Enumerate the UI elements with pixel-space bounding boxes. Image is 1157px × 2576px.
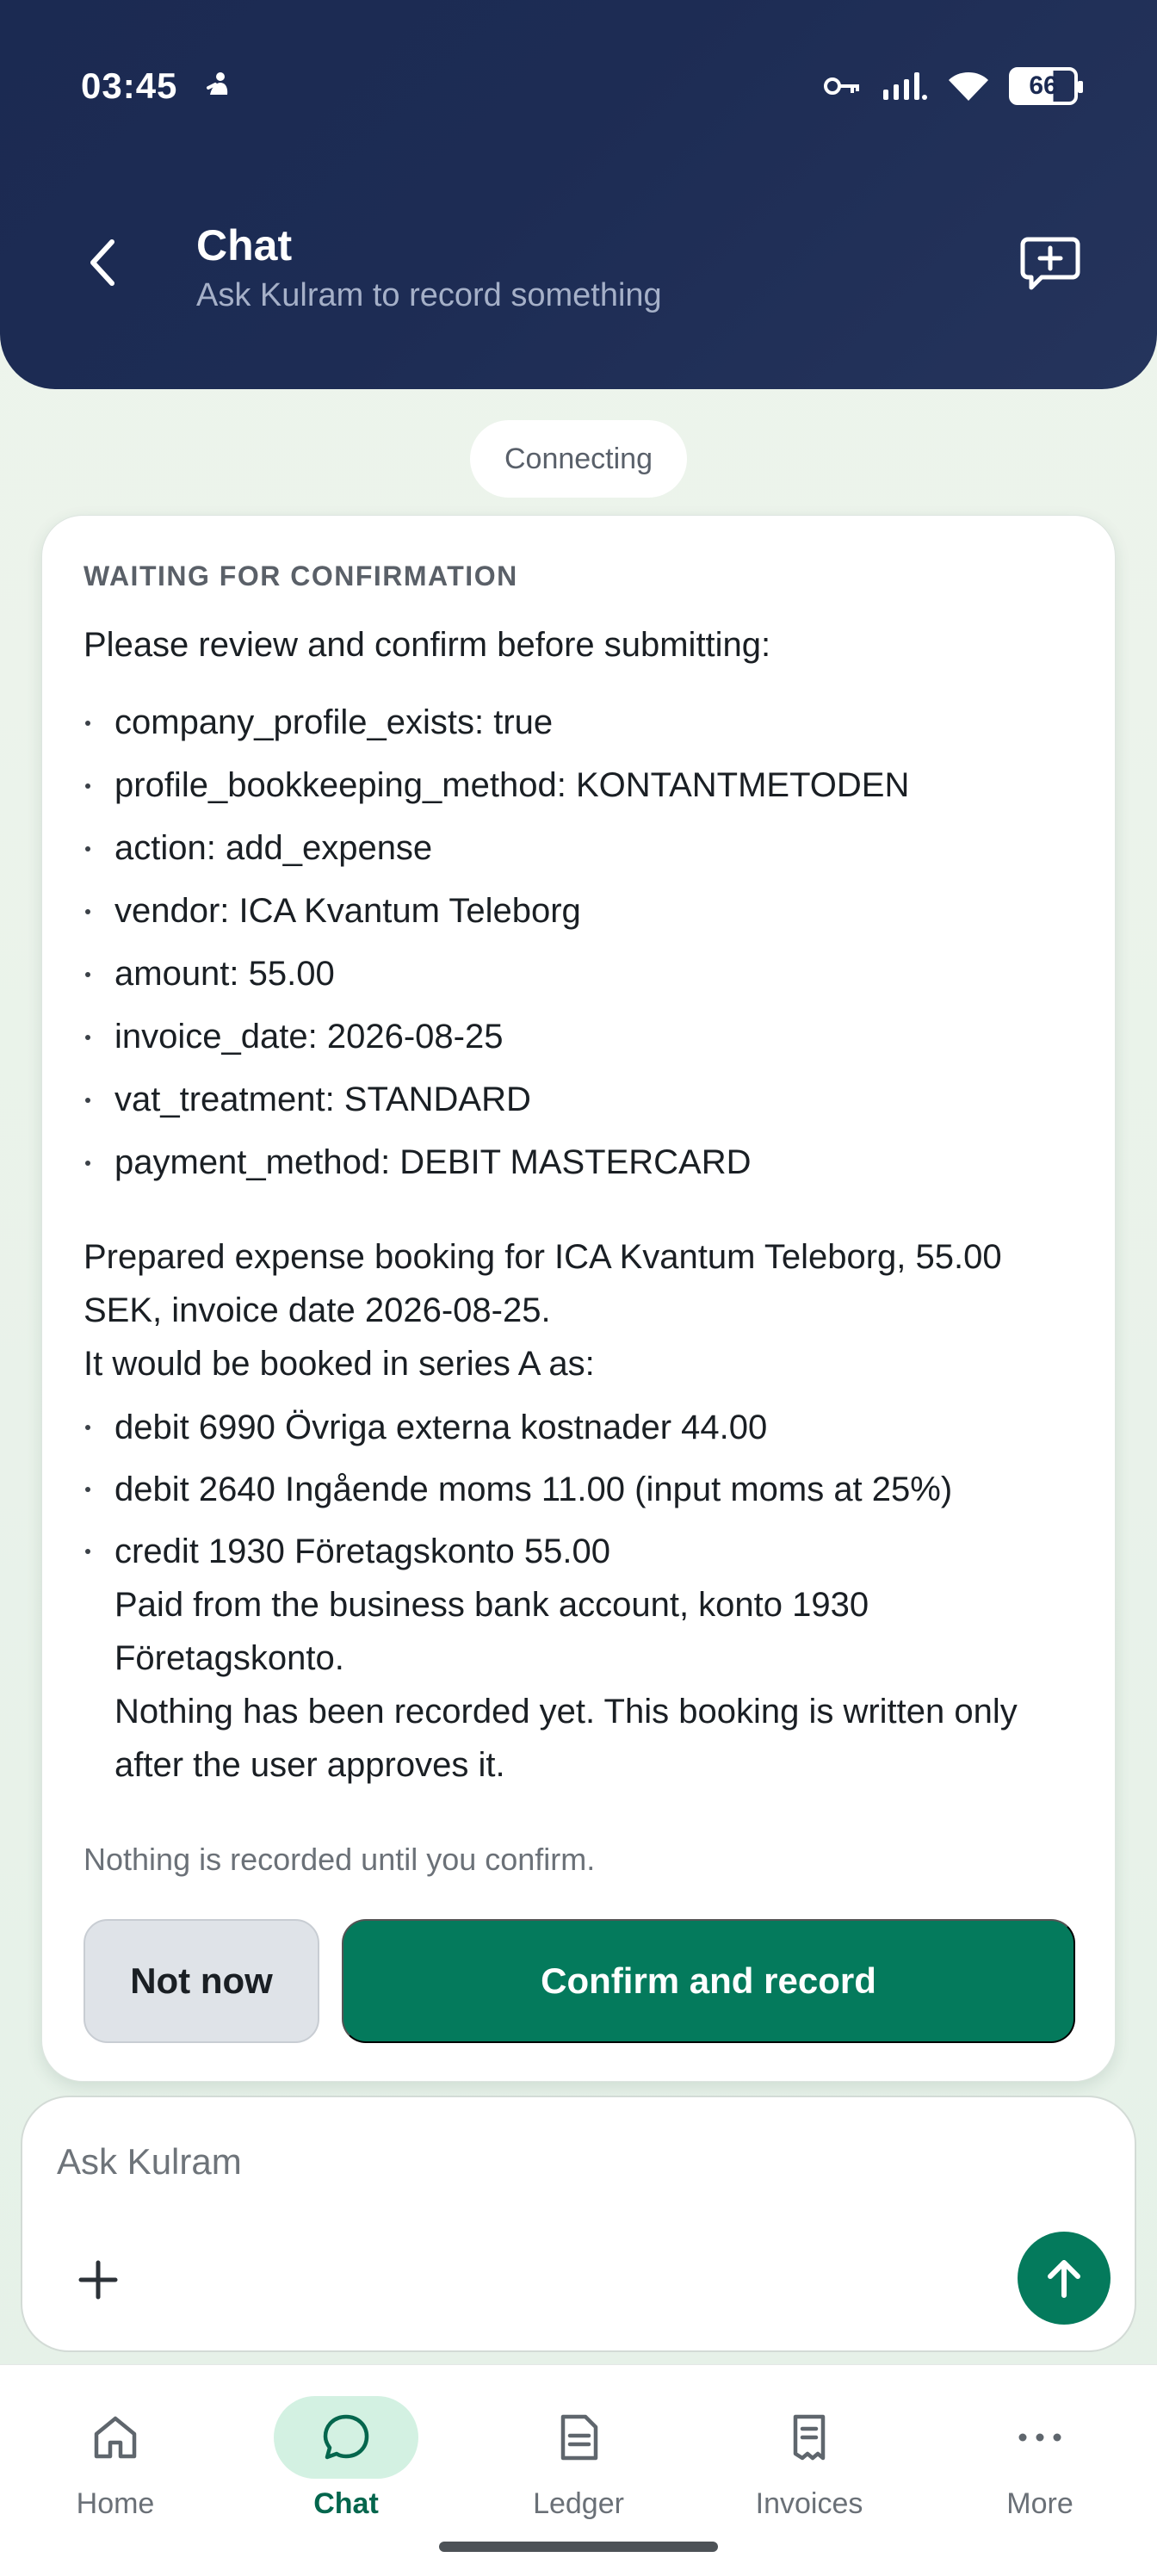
confirm-and-record-button[interactable]: Confirm and record: [342, 1919, 1075, 2043]
nav-label: Chat: [313, 2487, 379, 2520]
list-item: amount: 55.00: [84, 950, 909, 998]
nav-item-invoices[interactable]: [723, 2396, 895, 2542]
vpn-key-icon: [823, 73, 863, 99]
new-chat-icon: [1016, 232, 1085, 293]
home-icon: [90, 2412, 141, 2463]
attach-button[interactable]: [71, 2252, 126, 2307]
nav-item-home[interactable]: [29, 2396, 201, 2542]
battery-icon: [1009, 67, 1078, 105]
receipt-icon: [783, 2412, 835, 2463]
confirm-note: Nothing is recorded until you confirm.: [84, 1842, 596, 1877]
status-time: 03:45: [81, 65, 178, 106]
more-dots-icon: [1014, 2412, 1066, 2463]
entry-payment-note: Paid from the business bank account, konto 1930 Företagskonto.: [114, 1586, 869, 1677]
ledger-icon: [553, 2412, 604, 2463]
signal-icon: [882, 71, 928, 102]
list-item: vat_treatment: STANDARD: [84, 1075, 909, 1124]
nav-item-more[interactable]: [954, 2396, 1126, 2542]
home-indicator[interactable]: [439, 2542, 718, 2552]
entry-list: [84, 1401, 1065, 1800]
list-item: payment_method: DEBIT MASTERCARD: [84, 1138, 909, 1186]
confirmation-card: [41, 515, 1116, 2082]
arrow-up-icon: [1040, 2254, 1088, 2302]
nav-label: Home: [76, 2487, 155, 2520]
list-item: debit 6990 Övriga externa kostnader 44.00: [84, 1401, 1065, 1454]
nav-item-chat[interactable]: [260, 2396, 432, 2542]
booking-summary: Prepared expense booking for ICA Kvantum Teleborg, 55.00 SEK, invoice date 2026-08-25.: [84, 1238, 1002, 1329]
chat-bubble-icon: [320, 2412, 372, 2463]
notification-icon: [201, 69, 236, 103]
nav-label: Ledger: [533, 2487, 624, 2520]
status-icons: [823, 62, 1078, 110]
send-button[interactable]: [1018, 2232, 1111, 2325]
new-chat-button[interactable]: [1016, 232, 1085, 293]
nav-label: More: [1006, 2487, 1073, 2520]
field-list: [84, 698, 909, 1201]
app-header: [0, 0, 1157, 389]
entry-approval-note: Nothing has been recorded yet. This booking is written only after the user approves it.: [114, 1693, 1018, 1784]
list-item: action: add_expense: [84, 824, 909, 872]
list-item: profile_bookkeeping_method: KONTANTMETODEN: [84, 761, 909, 809]
list-item: company_profile_exists: true: [84, 698, 909, 746]
not-now-button[interactable]: Not now: [84, 1919, 319, 2043]
entry-credit-line: credit 1930 Företagskonto 55.00: [114, 1533, 610, 1570]
page-subtitle: Ask Kulram to record something: [196, 277, 662, 313]
list-item: [84, 1525, 1065, 1792]
connection-status-badge: Connecting: [470, 420, 687, 498]
card-intro: Please review and confirm before submitting:: [84, 626, 771, 664]
page-title: Chat: [196, 221, 293, 269]
battery-level: 66: [1029, 71, 1058, 100]
wifi-icon: [947, 70, 990, 102]
list-item: debit 2640 Ingående moms 11.00 (input moms at 25%): [84, 1463, 1065, 1516]
nav-label: Invoices: [755, 2487, 863, 2520]
back-button[interactable]: [77, 232, 126, 293]
nav-item-ledger[interactable]: [492, 2396, 665, 2542]
chevron-left-icon: [84, 237, 119, 288]
list-item: invoice_date: 2026-08-25: [84, 1012, 909, 1061]
list-item: vendor: ICA Kvantum Teleborg: [84, 887, 909, 935]
message-composer: [21, 2096, 1136, 2352]
card-status-label: WAITING FOR CONFIRMATION: [84, 560, 518, 591]
message-input[interactable]: [57, 2132, 1004, 2192]
plus-icon: [71, 2252, 126, 2307]
booking-series-text: It would be booked in series A as:: [84, 1345, 595, 1383]
